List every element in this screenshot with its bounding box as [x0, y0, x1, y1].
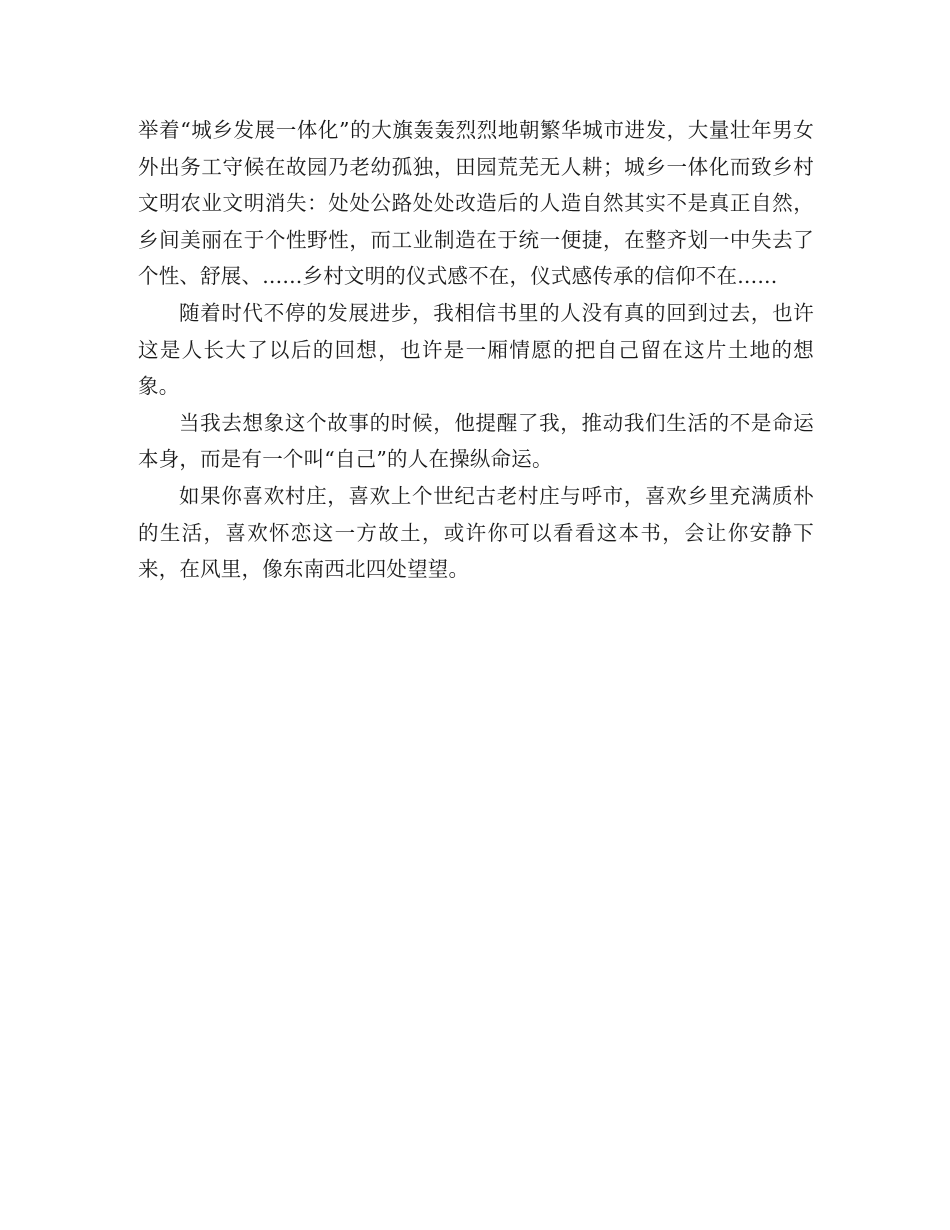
paragraph: 随着时代不停的发展进步，我相信书里的人没有真的回到过去，也许这是人长大了以后的回想，也许是一厢情愿的把自己留在这片土地的想象。: [138, 300, 814, 399]
document-body: [138, 112, 814, 588]
paragraph-continuation: 举着“城乡发展一体化”的大旗轰轰烈烈地朝繁华城市进发，大量壮年男女外出务工守候在故园乃老幼孤独，田园荒芜无人耕；城乡一体化而致乡村文明农业文明消失：处处公路处处改造后的人造自然其实不是真正自然，乡间美丽在于个性野性，而工业制造在于统一便捷，在整齐划一中失去了个性、舒展、......乡村文明的仪式感不在，仪式感传承的信仰不在......: [138, 118, 814, 289]
paragraph: 如果你喜欢村庄，喜欢上个世纪古老村庄与呼市，喜欢乡里充满质朴的生活，喜欢怀恋这一方故土，或许你可以看看这本书，会让你安静下来，在风里，像东南西北四处望望。: [138, 483, 814, 582]
paragraph: 当我去想象这个故事的时候，他提醒了我，推动我们生活的不是命运本身，而是有一个叫“自己”的人在操纵命运。: [138, 410, 814, 472]
